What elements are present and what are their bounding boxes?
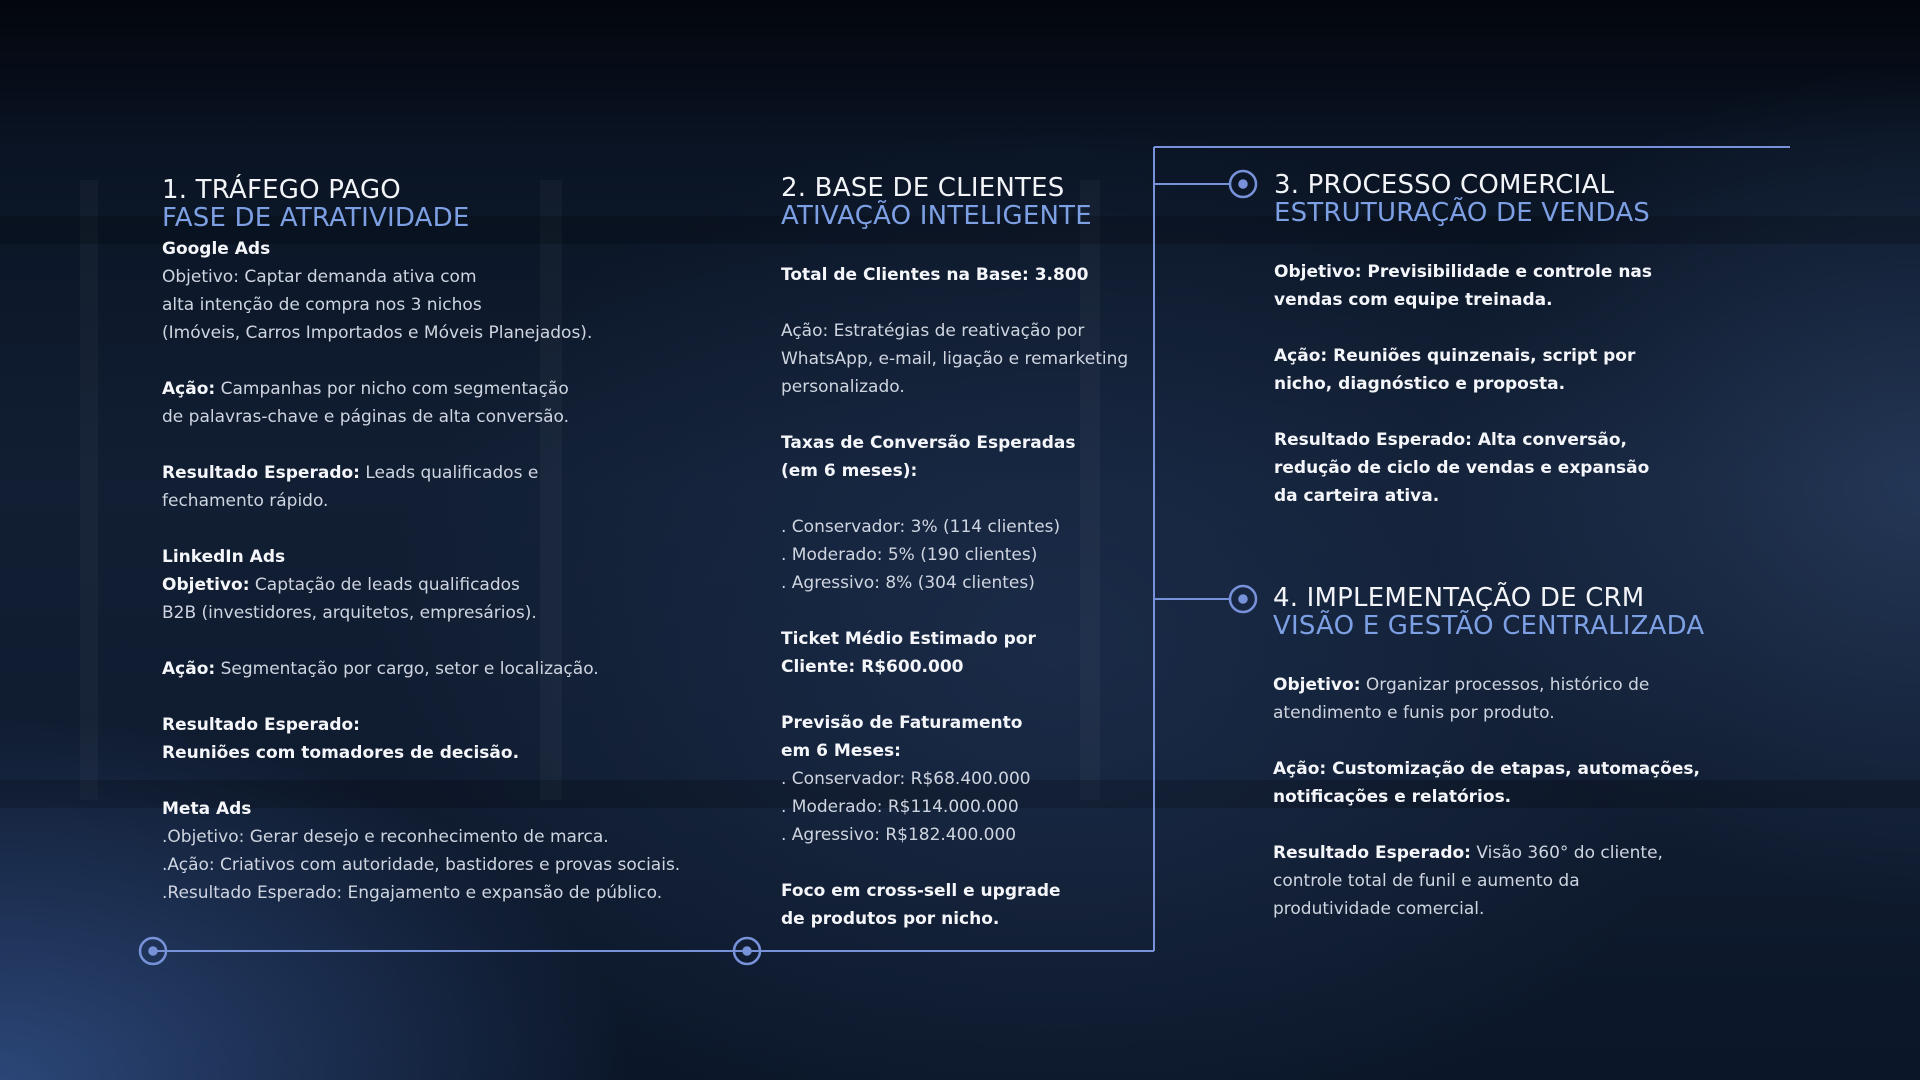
bold-label: Meta Ads bbox=[162, 799, 252, 819]
spacer bbox=[1274, 398, 1652, 426]
spacer bbox=[781, 681, 1128, 709]
section-1-subtitle: FASE DE ATRATIVIDADE bbox=[162, 203, 470, 233]
text-line bbox=[1274, 342, 1652, 370]
body-text: Leads qualificados e bbox=[359, 463, 539, 483]
text-line bbox=[162, 263, 680, 291]
body-text: . Conservador: 3% (114 clientes) bbox=[781, 517, 1061, 537]
body-text: Captação de leads qualificados bbox=[249, 575, 520, 595]
text-line bbox=[781, 877, 1128, 905]
text-line bbox=[1273, 755, 1700, 783]
spacer bbox=[781, 401, 1128, 429]
body-text: atendimento e funis por produto. bbox=[1273, 703, 1555, 723]
section-3-title: 3. PROCESSO COMERCIAL bbox=[1274, 170, 1615, 200]
text-line bbox=[1273, 783, 1700, 811]
body-text: B2B (investidores, arquitetos, empresários). bbox=[162, 603, 537, 623]
timeline-node-3 bbox=[1230, 171, 1256, 197]
section-1-heading bbox=[162, 176, 470, 232]
bold-label: Resultado Esperado: bbox=[1273, 843, 1471, 863]
bold-label: Previsão de Faturamento bbox=[781, 713, 1023, 733]
bold-label: Resultado Esperado: bbox=[162, 715, 360, 735]
spacer bbox=[162, 347, 680, 375]
section-3-heading bbox=[1274, 171, 1650, 227]
bold-label: nicho, diagnóstico e proposta. bbox=[1274, 374, 1566, 394]
spacer bbox=[781, 485, 1128, 513]
text-line bbox=[781, 765, 1128, 793]
bold-label: Google Ads bbox=[162, 239, 271, 259]
text-line bbox=[1274, 482, 1652, 510]
section-4-title: 4. IMPLEMENTAÇÃO DE CRM bbox=[1273, 583, 1645, 613]
text-line bbox=[1273, 671, 1700, 699]
body-text: Segmentação por cargo, setor e localização. bbox=[215, 659, 599, 679]
text-line bbox=[1274, 454, 1652, 482]
bold-label: Objetivo: bbox=[1273, 675, 1361, 695]
body-text: . Conservador: R$68.400.000 bbox=[781, 769, 1031, 789]
text-line bbox=[781, 569, 1128, 597]
bold-label: Ação: bbox=[162, 379, 216, 399]
bold-label: em 6 Meses: bbox=[781, 741, 901, 761]
text-line bbox=[162, 823, 680, 851]
text-line bbox=[162, 459, 680, 487]
spacer bbox=[1274, 230, 1652, 258]
section-2-title: 2. BASE DE CLIENTES bbox=[781, 173, 1065, 203]
section-2-subtitle: ATIVAÇÃO INTELIGENTE bbox=[781, 201, 1092, 231]
text-line bbox=[1274, 258, 1652, 286]
bold-label: Foco em cross-sell e upgrade bbox=[781, 881, 1061, 901]
text-line bbox=[781, 317, 1128, 345]
body-text: (Imóveis, Carros Importados e Móveis Planejados). bbox=[162, 323, 593, 343]
text-line bbox=[162, 655, 680, 683]
bold-label: Ação: Customização de etapas, automações, bbox=[1273, 759, 1700, 779]
text-line bbox=[781, 709, 1128, 737]
spacer bbox=[781, 849, 1128, 877]
body-text: Visão 360° do cliente, bbox=[1470, 843, 1663, 863]
section-1-body bbox=[162, 235, 680, 907]
section-4-heading bbox=[1273, 584, 1704, 640]
section-1-title: 1. TRÁFEGO PAGO bbox=[162, 175, 401, 205]
text-line bbox=[781, 373, 1128, 401]
bold-label: de produtos por nicho. bbox=[781, 909, 1000, 929]
text-line bbox=[781, 821, 1128, 849]
section-3-subtitle: ESTRUTURAÇÃO DE VENDAS bbox=[1274, 198, 1651, 228]
spacer bbox=[1274, 314, 1652, 342]
body-text: .Objetivo: Gerar desejo e reconhecimento de marca. bbox=[162, 827, 609, 847]
spacer bbox=[781, 597, 1128, 625]
text-line bbox=[162, 291, 680, 319]
text-line bbox=[781, 793, 1128, 821]
bold-label: Reuniões com tomadores de decisão. bbox=[162, 743, 520, 763]
bold-label: Ação: bbox=[162, 659, 216, 679]
bold-label: Ticket Médio Estimado por bbox=[781, 629, 1036, 649]
text-line bbox=[1274, 426, 1652, 454]
body-text: Organizar processos, histórico de bbox=[1360, 675, 1650, 695]
body-text: personalizado. bbox=[781, 377, 905, 397]
spacer bbox=[1273, 727, 1700, 755]
text-line bbox=[781, 429, 1128, 457]
text-line bbox=[162, 851, 680, 879]
text-line bbox=[781, 653, 1128, 681]
text-line bbox=[1274, 370, 1652, 398]
text-line bbox=[162, 543, 680, 571]
text-line bbox=[781, 457, 1128, 485]
text-line bbox=[162, 235, 680, 263]
text-line bbox=[781, 261, 1128, 289]
body-text: WhatsApp, e-mail, ligação e remarketing bbox=[781, 349, 1129, 369]
section-3-body bbox=[1274, 230, 1652, 510]
bold-label: Resultado Esperado: bbox=[162, 463, 360, 483]
text-line bbox=[781, 541, 1128, 569]
text-line bbox=[781, 625, 1128, 653]
body-text: . Moderado: 5% (190 clientes) bbox=[781, 545, 1038, 565]
bold-label: redução de ciclo de vendas e expansão bbox=[1274, 458, 1650, 478]
body-text: fechamento rápido. bbox=[162, 491, 329, 511]
body-text: de palavras-chave e páginas de alta conversão. bbox=[162, 407, 570, 427]
text-line bbox=[1273, 867, 1700, 895]
text-line bbox=[162, 375, 680, 403]
body-text: Campanhas por nicho com segmentação bbox=[215, 379, 569, 399]
body-text: . Moderado: R$114.000.000 bbox=[781, 797, 1019, 817]
bold-label: Objetivo: Previsibilidade e controle nas bbox=[1274, 262, 1653, 282]
body-text: produtividade comercial. bbox=[1273, 899, 1485, 919]
body-text: alta intenção de compra nos 3 nichos bbox=[162, 295, 482, 315]
section-2-body bbox=[781, 233, 1128, 933]
spacer bbox=[1273, 811, 1700, 839]
bold-label: vendas com equipe treinada. bbox=[1274, 290, 1553, 310]
spacer bbox=[781, 289, 1128, 317]
body-text: . Agressivo: 8% (304 clientes) bbox=[781, 573, 1035, 593]
text-line bbox=[162, 487, 680, 515]
text-line bbox=[1273, 895, 1700, 923]
bold-label: (em 6 meses): bbox=[781, 461, 918, 481]
timeline-node-4 bbox=[1230, 586, 1256, 612]
text-line bbox=[781, 345, 1128, 373]
text-line bbox=[162, 739, 680, 767]
body-text: Ação: Estratégias de reativação por bbox=[781, 321, 1085, 341]
text-line bbox=[162, 403, 680, 431]
text-line bbox=[162, 571, 680, 599]
spacer bbox=[162, 683, 680, 711]
text-line bbox=[162, 879, 680, 907]
text-line bbox=[1273, 839, 1700, 867]
text-line bbox=[162, 795, 680, 823]
bold-label: Ação: Reuniões quinzenais, script por bbox=[1274, 346, 1636, 366]
section-4-body bbox=[1273, 643, 1700, 923]
body-text: Objetivo: Captar demanda ativa com bbox=[162, 267, 477, 287]
text-line bbox=[781, 737, 1128, 765]
bold-label: Objetivo: bbox=[162, 575, 250, 595]
text-line bbox=[1274, 286, 1652, 314]
text-line bbox=[1273, 699, 1700, 727]
bold-label: Taxas de Conversão Esperadas bbox=[781, 433, 1076, 453]
text-line bbox=[162, 599, 680, 627]
section-4-subtitle: VISÃO E GESTÃO CENTRALIZADA bbox=[1273, 611, 1705, 641]
body-text: controle total de funil e aumento da bbox=[1273, 871, 1580, 891]
spacer bbox=[162, 627, 680, 655]
text-line bbox=[162, 319, 680, 347]
spacer bbox=[781, 233, 1128, 261]
body-text: .Ação: Criativos com autoridade, bastidores e provas sociais. bbox=[162, 855, 681, 875]
bold-label: LinkedIn Ads bbox=[162, 547, 286, 567]
spacer bbox=[162, 431, 680, 459]
bold-label: Cliente: R$600.000 bbox=[781, 657, 964, 677]
text-line bbox=[781, 513, 1128, 541]
spacer bbox=[1273, 643, 1700, 671]
bold-label: Total de Clientes na Base: 3.800 bbox=[781, 265, 1089, 285]
text-line bbox=[162, 711, 680, 739]
bold-label: da carteira ativa. bbox=[1274, 486, 1440, 506]
spacer bbox=[162, 515, 680, 543]
spacer bbox=[162, 767, 680, 795]
text-line bbox=[781, 905, 1128, 933]
bold-label: notificações e relatórios. bbox=[1273, 787, 1512, 807]
body-text: . Agressivo: R$182.400.000 bbox=[781, 825, 1017, 845]
bold-label: Resultado Esperado: Alta conversão, bbox=[1274, 430, 1627, 450]
body-text: .Resultado Esperado: Engajamento e expansão de público. bbox=[162, 883, 663, 903]
section-2-heading bbox=[781, 174, 1092, 230]
